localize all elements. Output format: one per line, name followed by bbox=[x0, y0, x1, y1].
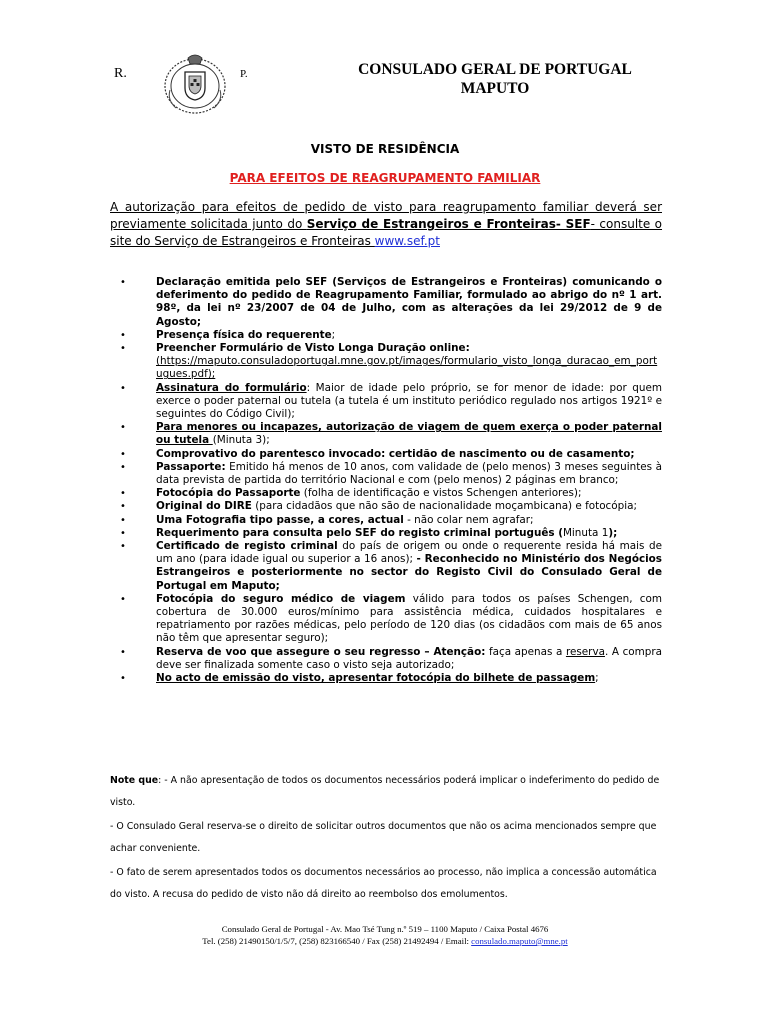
note-1 bbox=[110, 770, 665, 814]
footer-contacts bbox=[0, 935, 770, 947]
req-text: Minuta 1 bbox=[562, 526, 609, 539]
list-item bbox=[120, 382, 662, 422]
bullet-icon: • bbox=[120, 343, 126, 355]
list-item bbox=[120, 527, 662, 540]
list-item bbox=[120, 342, 662, 382]
list-item bbox=[120, 421, 662, 447]
list-item bbox=[120, 514, 662, 527]
coat-of-arms-icon bbox=[160, 50, 230, 116]
req-bold: Declaração emitida pelo SEF (Serviços de Estrangeiros e Fronteiras) comunicando o deferimento do pedido de Reagrupamento Familiar, formulado ao abrigo do nº 1 art. 98º, da lei nº 23/2007 de 04 de Julho, com as alterações da lei 29/2012 de 9 de Agosto; bbox=[156, 276, 662, 328]
intro-paragraph bbox=[110, 199, 662, 250]
req-bold: Para menores ou incapazes, autorização de viagem de quem exerça o poder paternal ou tutela bbox=[156, 421, 662, 447]
form-url-link[interactable]: (https://maputo.consuladoportugal.mne.gov.pt/images/formulario_visto_longa_duracao_em_portugues.pdf); bbox=[156, 355, 658, 381]
req-bold: Requerimento para consulta pelo SEF do registo criminal português ( bbox=[156, 526, 563, 539]
letterhead-right-mark: P. bbox=[240, 68, 248, 80]
bullet-icon: • bbox=[120, 277, 126, 288]
note-text: : - A não apresentação de todos os documentos necessários poderá implicar o indeferimento do pedido de visto. bbox=[110, 775, 660, 808]
bullet-icon: • bbox=[120, 646, 126, 658]
req-bold: Reserva de voo que assegure o seu regresso – Atenção: bbox=[156, 645, 486, 658]
req-bold: Uma Fotografia tipo passe, a cores, actual bbox=[156, 513, 404, 526]
bullet-icon: • bbox=[120, 448, 126, 460]
document-title: VISTO DE RESIDÊNCIA bbox=[310, 142, 460, 156]
notes-section bbox=[110, 770, 665, 908]
req-text: válido para todos os países Schengen, com cobertura de 30.000 euros/mínimo para assistência médica, cuidados hospitalares e repatriamento por razões médicas, pelo período de 120 dias (os cidadãos com mais de 65 anos não têm que apresentar seguro); bbox=[156, 592, 662, 645]
bullet-icon: • bbox=[120, 541, 126, 553]
intro-text-1: A autorização para efeitos de pedido de visto para reagrupamento familiar deverá ser previamente solicitada junto do bbox=[110, 200, 662, 231]
req-bold: Comprovativo do parentesco invocado: certidão de nascimento ou de casamento; bbox=[156, 447, 635, 460]
list-item bbox=[120, 500, 662, 513]
req-bold: Assinatura do formulário bbox=[156, 381, 307, 394]
req-bold: Original do DIRE bbox=[156, 500, 252, 513]
req-text: do país de origem ou onde o requerente resida há mais de um ano (para idade igual ou superior a 16 anos); bbox=[156, 540, 663, 566]
req-text: : Maior de idade pelo próprio, se for menor de idade: por quem exerce o poder paternal ou tutela (a tutela é um instituto periódico regulado nos artigos 1921º e seguintes do Código Civil); bbox=[156, 381, 662, 421]
footer-phone: Tel. (258) 21490150/1/5/7, (258) 823166540 / Fax (258) 21492494 / Email: bbox=[202, 936, 472, 946]
bullet-icon: • bbox=[120, 488, 126, 500]
list-item bbox=[120, 448, 662, 461]
footer-email-link[interactable]: consulado.maputo@mne.pt bbox=[471, 936, 568, 946]
consulate-line2: MAPUTO bbox=[460, 80, 530, 97]
footer bbox=[0, 923, 770, 947]
list-item bbox=[120, 329, 662, 342]
req-bold: Preencher Formulário de Visto Longa Duração online: bbox=[156, 342, 470, 355]
bullet-icon: • bbox=[120, 527, 126, 539]
letterhead-left-mark: R. bbox=[114, 66, 127, 81]
req-text: faça apenas a bbox=[485, 645, 566, 658]
req-text: Emitido há menos de 10 anos, com validade de (pelo menos) 3 meses seguintes à data prevista de partida do território Nacional e com (pelo menos) 2 páginas em branco; bbox=[156, 460, 662, 487]
req-bold: Passaporte: bbox=[156, 460, 226, 473]
bullet-icon: • bbox=[120, 514, 126, 526]
req-text: ; bbox=[595, 672, 599, 685]
bullet-icon: • bbox=[120, 422, 126, 434]
req-text: (folha de identificação e vistos Schengen anteriores); bbox=[300, 487, 582, 500]
list-item bbox=[120, 540, 662, 593]
bullet-icon: • bbox=[120, 329, 126, 341]
note-label: Note que bbox=[110, 775, 159, 786]
req-bold: ); bbox=[608, 526, 618, 539]
req-bold: Certificado de registo criminal bbox=[156, 540, 338, 553]
note-2: - O Consulado Geral reserva-se o direito de solicitar outros documentos que não os acima mencionados sempre que achar conveniente. bbox=[110, 821, 657, 854]
req-bold: - Reconhecido no Ministério dos Negócios Estrangeiros e posteriormente no sector do Registo Civil do Consulado Geral de Portugal em Maputo; bbox=[156, 553, 662, 592]
document-subtitle: PARA EFEITOS DE REAGRUPAMENTO FAMILIAR bbox=[229, 171, 541, 185]
req-underline: reserva bbox=[565, 645, 605, 658]
req-text: ; bbox=[331, 328, 336, 341]
requirements-list bbox=[120, 276, 662, 685]
req-text: (Minuta 3); bbox=[212, 434, 270, 447]
req-bold: Fotocópia do Passaporte bbox=[156, 487, 301, 500]
note-3: - O fato de serem apresentados todos os documentos necessários ao processo, não implica a concessão automática do visto. A recusa do pedido de visto não dá direito ao reembolso dos emolumentos. bbox=[110, 867, 657, 900]
intro-sef-bold: Serviço de Estrangeiros e Fronteiras- SEF bbox=[306, 217, 591, 231]
bullet-icon: • bbox=[120, 673, 126, 685]
req-bold: No acto de emissão do visto, apresentar fotocópia do bilhete de passagem bbox=[156, 672, 596, 685]
sef-link[interactable]: www.sef.pt bbox=[374, 234, 440, 248]
req-text: (para cidadãos que não são de nacionalidade moçambicana) e fotocópia; bbox=[251, 500, 637, 513]
consulate-name bbox=[330, 60, 660, 98]
bullet-icon: • bbox=[120, 382, 126, 394]
req-bold: Presença física do requerente bbox=[156, 328, 332, 341]
footer-address: Consulado Geral de Portugal - Av. Mao Tsé Tung n.º 519 – 1100 Maputo / Caixa Postal 4676 bbox=[221, 924, 549, 934]
list-item bbox=[120, 672, 662, 685]
bullet-icon: • bbox=[120, 501, 126, 513]
list-item bbox=[120, 461, 662, 487]
bullet-icon: • bbox=[120, 593, 126, 605]
list-item bbox=[120, 646, 662, 672]
req-bold: Fotocópia do seguro médico de viagem bbox=[156, 592, 406, 605]
req-text: - não colar nem agrafar; bbox=[403, 513, 534, 526]
bullet-icon: • bbox=[120, 461, 126, 473]
req-text: . A compra deve ser finalizada somente caso o visto seja autorizado; bbox=[156, 645, 662, 671]
consulate-line1: CONSULADO GERAL DE PORTUGAL bbox=[358, 61, 632, 78]
list-item bbox=[120, 276, 662, 329]
list-item bbox=[120, 487, 662, 500]
list-item bbox=[120, 593, 662, 646]
intro-text-2: - consulte o site do Serviço de Estrangeiros e Fronteiras bbox=[110, 217, 663, 248]
